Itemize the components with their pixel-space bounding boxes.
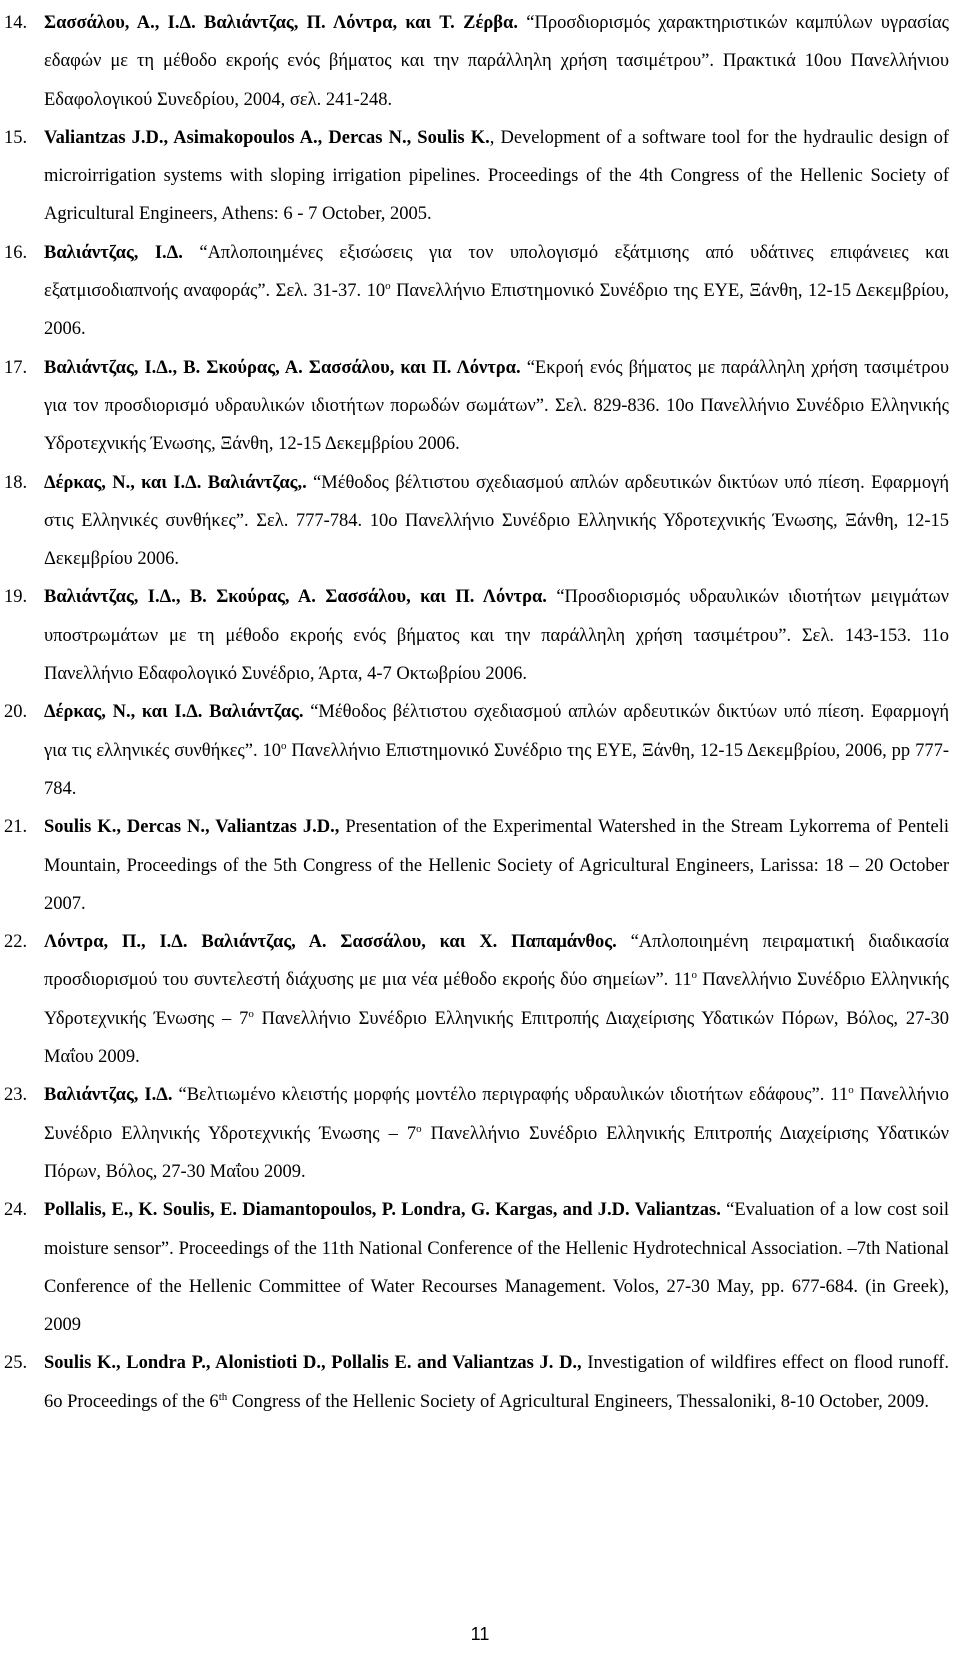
reference-body: “Εκροή ενός βήματος με παράλληλη χρήση τασιμέτρου για τον προσδιορισμό υδραυλικών ιδιοτήτων πορωδών σωμάτων”. Σελ. 829-836. 10ο Πανελλήνιο Συνέδριο Ελληνικής Υδροτεχνικής Ένωσης, Ξάνθη, 12-15 Δεκεμβρίου 2006.: [44, 357, 949, 455]
reference-body: Presentation of the Experimental Watershed in the Stream Lykorrema of Penteli Mountain, Proceedings of the 5th Congress of the Hellenic Society of Agricultural Engineers, Larissa: 18 – 20 October 2007.: [44, 817, 950, 914]
ordinal-superscript: ο: [691, 969, 697, 982]
reference-item: [4, 923, 949, 1076]
reference-body: “Μέθοδος βέλτιστου σχεδιασμού απλών αρδευτικών δικτύων υπό πίεση. Εφαρμογή στις Ελληνικές συνθήκες”. Σελ. 777-784. 10ο Πανελλήνιο Συνέδριο Ελληνικής Υδροτεχνικής Ένωσης, Ξάνθη, 12-15 Δεκεμβρίου 2006.: [44, 472, 949, 570]
reference-body: “Evaluation of a low cost soil moisture sensor”. Proceedings of the 11th National Conference of the Hellenic Hydrotechnical Association. –7th National Conference of the Hellenic Committee of Water Recourses Management. Volos, 27-30 May, pp. 677-684. (in Greek), 2009: [44, 1200, 949, 1336]
ordinal-superscript: ο: [385, 279, 391, 292]
reference-authors: Δέρκας, Ν., και Ι.Δ. Βαλιάντζας,.: [44, 472, 307, 493]
ordinal-superscript: ο: [248, 1007, 254, 1020]
reference-body: , Development of a software tool for the hydraulic design of microirrigation systems with sloping irrigation pipelines. Proceedings of the 4th Congress of the Hellenic Society of Agricultural Engineers, Athens: 6 - 7 October, 2005.: [44, 127, 949, 225]
reference-item: [4, 464, 949, 579]
reference-body-continued: Πανελλήνιο Συνέδριο Ελληνικής Υδροτεχνικής Ένωσης – 7: [44, 1085, 950, 1144]
reference-number: 17.: [4, 357, 28, 378]
reference-body-end: Πανελλήνιο Συνέδριο Ελληνικής Επιτροπής Διαχείρισης Υδατικών Πόρων, Βόλος, 27-30 Μαΐου 2009.: [44, 1008, 949, 1068]
reference-authors: Βαλιάντζας, Ι.Δ.: [44, 1085, 173, 1106]
ordinal-superscript: ο: [281, 739, 287, 752]
reference-authors: Soulis K., Dercas N., Valiantzas J.D.,: [44, 817, 340, 838]
reference-item: [4, 4, 949, 119]
reference-authors: Valiantzas J.D., Asimakopoulos A., Dercas N., Soulis K.: [44, 127, 490, 148]
reference-number: 25.: [4, 1353, 28, 1374]
reference-number: 23.: [4, 1085, 28, 1106]
reference-authors: Δέρκας, Ν., και Ι.Δ. Βαλιάντζας.: [44, 702, 304, 723]
reference-body-continued: Πανελλήνιο Επιστημονικό Συνέδριο της ΕΥΕ, Ξάνθη, 12-15 Δεκεμβρίου, 2006, pp 777-784.: [44, 740, 949, 799]
reference-authors: Λόντρα, Π., Ι.Δ. Βαλιάντζας, Α. Σασσάλου, και Χ. Παπαμάνθος.: [44, 932, 617, 953]
reference-body: “Μέθοδος βέλτιστου σχεδιασμού απλών αρδευτικών δικτύων υπό πίεση. Εφαρμογή για τις ελληνικές συνθήκες”. 10: [44, 702, 949, 761]
reference-authors: Soulis K., Londra P., Alonistioti D., Pollalis E. and Valiantzas J. D.,: [44, 1353, 582, 1374]
reference-authors: Βαλιάντζας, Ι.Δ.: [44, 242, 183, 263]
reference-body-continued: Πανελλήνιο Επιστημονικό Συνέδριο της ΕΥΕ, Ξάνθη, 12-15 Δεκεμβρίου, 2006.: [44, 281, 949, 340]
reference-number: 24.: [4, 1200, 28, 1221]
reference-item: [4, 349, 949, 464]
ordinal-superscript: th: [218, 1390, 228, 1403]
reference-number: 14.: [4, 13, 28, 33]
reference-number: 19.: [4, 587, 28, 608]
reference-list: [4, 4, 949, 1421]
reference-item: [4, 1344, 949, 1421]
ordinal-superscript: ο: [848, 1084, 854, 1097]
reference-body: “Βελτιωμένο κλειστής μορφής μοντέλο περιγραφής υδραυλικών ιδιοτήτων εδάφους”. 11: [172, 1085, 849, 1106]
reference-number: 20.: [4, 702, 28, 723]
reference-item: [4, 1191, 949, 1344]
reference-item: [4, 119, 949, 234]
reference-number: 22.: [4, 932, 28, 953]
reference-item: [4, 808, 949, 923]
page-number: 11: [470, 1624, 490, 1644]
ordinal-superscript: ο: [416, 1122, 422, 1135]
reference-item: [4, 578, 949, 693]
reference-authors: Βαλιάντζας, Ι.Δ., Β. Σκούρας, Α. Σασσάλου, και Π. Λόντρα.: [44, 357, 521, 378]
reference-body-continued: Congress of the Hellenic Society of Agricultural Engineers, Thessaloniki, 8-10 October, 2009.: [227, 1391, 930, 1412]
reference-item: [4, 234, 949, 349]
reference-authors: Pollalis, E., K. Soulis, E. Diamantopoulos, P. Londra, G. Kargas, and J.D. Valiantzas.: [44, 1200, 721, 1221]
reference-body: Investigation of wildfires effect on flood runoff. 6o Proceedings of the 6: [44, 1353, 949, 1412]
reference-number: 15.: [4, 127, 28, 148]
reference-item: [4, 693, 949, 808]
reference-authors: Βαλιάντζας, Ι.Δ., Β. Σκούρας, Α. Σασσάλου, και Π. Λόντρα.: [44, 587, 547, 608]
reference-item: [4, 1076, 949, 1191]
reference-number: 16.: [4, 242, 28, 263]
reference-body: “Απλοποιημένη πειραματική διαδικασία προσδιορισμού του συντελεστή διάχυσης με μια νέα μέθοδο εκροής δύο σημείων”. 11: [44, 932, 949, 991]
reference-body-end: Πανελλήνιο Συνέδριο Ελληνικής Επιτροπής Διαχείρισης Υδατικών Πόρων, Βόλος, 27-30 Μαΐου 2009.: [44, 1123, 950, 1182]
reference-body-continued: Πανελλήνιο Συνέδριο Ελληνικής Υδροτεχνικής Ένωσης – 7: [44, 970, 949, 1029]
reference-body: “Προσδιορισμός υδραυλικών ιδιοτήτων μειγμάτων υποστρωμάτων με τη μέθοδο εκροής ενός βήματος και την παράλληλη χρήση τασιμέτρου”. Σελ. 143-153. 11ο Πανελλήνιο Εδαφολογικό Συνέδριο, Άρτα, 4-7 Οκτωβρίου 2006.: [44, 587, 949, 685]
reference-authors: Σασσάλου, Α., Ι.Δ. Βαλιάντζας, Π. Λόντρα, και Τ. Ζέρβα.: [44, 13, 518, 33]
reference-body: “Προσδιορισμός χαρακτηριστικών καμπύλων υγρασίας εδαφών με τη μέθοδο εκροής ενός βήματος και την παράλληλη χρήση τασιμέτρου”. Πρακτικά 10ου Πανελλήνιου Εδαφολογικού Συνεδρίου, 2004, σελ. 241-248.: [44, 13, 949, 110]
reference-number: 18.: [4, 472, 28, 493]
reference-number: 21.: [4, 817, 28, 838]
reference-body: “Απλοποιημένες εξισώσεις για τον υπολογισμό εξάτμισης από υδάτινες επιφάνειες και εξατμισοδιαπνοής αναφοράς”. Σελ. 31-37. 10: [44, 242, 949, 302]
